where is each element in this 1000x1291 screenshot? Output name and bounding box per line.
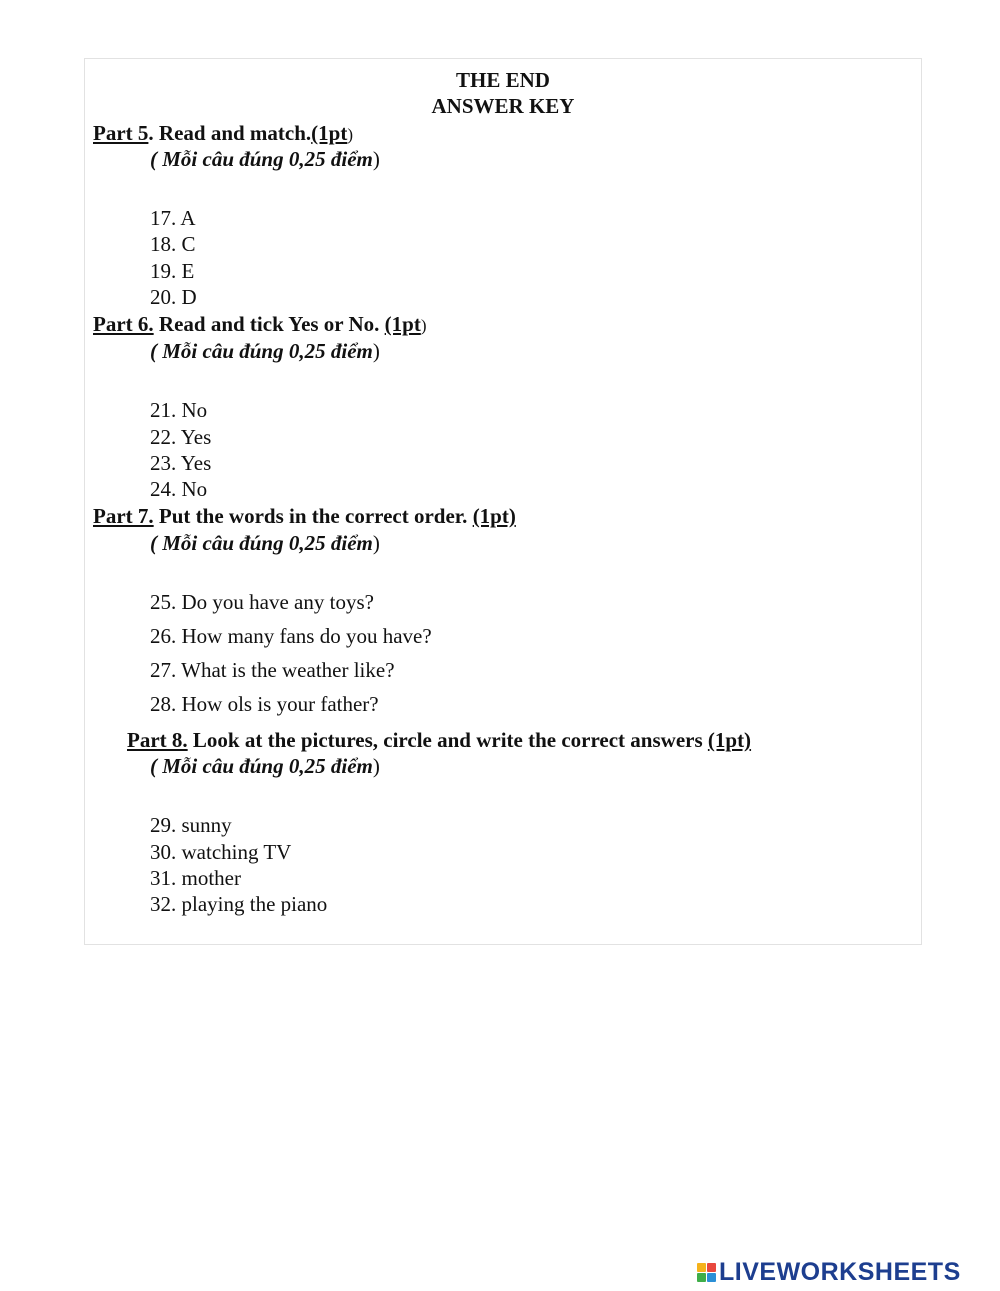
part5-points-close: )	[347, 125, 354, 144]
logo-blocks-icon	[697, 1263, 716, 1282]
answer-item: 27. What is the weather like?	[150, 658, 395, 682]
answer-item: 21. No	[150, 398, 208, 422]
answer-item: 19. E	[150, 259, 195, 283]
part8-label: Part 8.	[127, 728, 188, 752]
page-title: THE END	[456, 68, 550, 92]
part6-label: Part 6.	[93, 312, 154, 336]
part5-points: (1pt	[311, 121, 348, 145]
part5-note-text: Mỗi câu đúng 0,25 điểm	[162, 147, 373, 171]
logo-block	[707, 1273, 716, 1282]
page-subtitle: ANSWER KEY	[431, 94, 575, 118]
part8-note-open: (	[150, 754, 163, 778]
answer-item: 25. Do you have any toys?	[150, 590, 374, 614]
part5-note-close: )	[372, 147, 380, 171]
part5-heading	[93, 121, 353, 147]
answer-item: 18. C	[150, 232, 196, 256]
liveworksheets-logo[interactable]	[697, 1258, 961, 1286]
answer-item: 22. Yes	[150, 425, 212, 449]
part7-note	[150, 531, 380, 555]
worksheet-page	[84, 58, 922, 945]
part6-points-close: )	[420, 316, 427, 335]
part5-label: Part 5	[93, 121, 149, 145]
part6-heading	[93, 312, 427, 338]
part6-note-open: (	[150, 339, 163, 363]
answer-item: 28. How ols is your father?	[150, 692, 379, 716]
part8-note-text: Mỗi câu đúng 0,25 điểm	[162, 754, 373, 778]
answer-item: 20. D	[150, 285, 197, 309]
answer-item: 26. How many fans do you have?	[150, 624, 432, 648]
part8-note	[150, 754, 380, 778]
part7-note-text: Mỗi câu đúng 0,25 điểm	[162, 531, 373, 555]
part8-heading	[127, 728, 751, 752]
part8-title: Look at the pictures, circle and write the correct answers	[187, 728, 708, 752]
logo-block	[697, 1273, 706, 1282]
logo-text: LIVEWORKSHEETS	[719, 1257, 961, 1286]
answer-item: 23. Yes	[150, 451, 212, 475]
part5-title: . Read and match.	[148, 121, 312, 145]
part8-note-close: )	[372, 754, 380, 778]
logo-block	[697, 1263, 706, 1272]
answer-item: 31. mother	[150, 866, 241, 890]
part8-points: (1pt)	[707, 728, 752, 752]
part7-title: Put the words in the correct order.	[153, 504, 473, 528]
part7-points: (1pt)	[472, 504, 516, 528]
part6-title: Read and tick Yes or No.	[153, 312, 385, 336]
answer-item: 32. playing the piano	[150, 892, 328, 916]
answer-item: 29. sunny	[150, 813, 232, 837]
logo-block	[707, 1263, 716, 1272]
part7-heading	[93, 504, 516, 528]
part7-note-close: )	[372, 531, 380, 555]
part6-note-close: )	[372, 339, 380, 363]
answer-item: 24. No	[150, 477, 208, 501]
part5-note-open: (	[150, 147, 163, 171]
part5-note	[150, 147, 380, 171]
part7-label: Part 7.	[93, 504, 154, 528]
answer-item: 30. watching TV	[150, 840, 292, 864]
answer-item: 17. A	[150, 206, 196, 230]
part7-note-open: (	[150, 531, 163, 555]
part6-note-text: Mỗi câu đúng 0,25 điểm	[162, 339, 373, 363]
part6-points: (1pt	[384, 312, 421, 336]
part6-note	[150, 339, 380, 363]
